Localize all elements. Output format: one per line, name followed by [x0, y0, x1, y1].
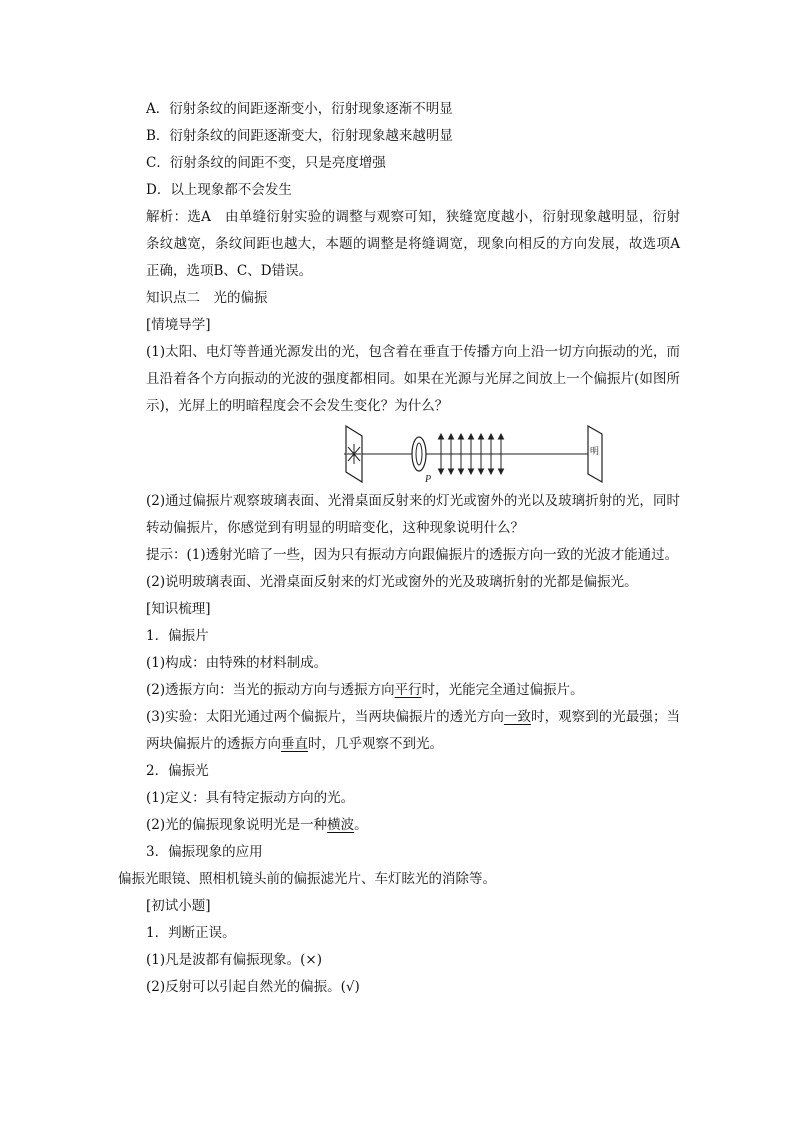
- quiz-question-2: (2)反射可以引起自然光的偏振。(√): [146, 979, 360, 995]
- section-title: 知识点二 光的偏振: [146, 290, 268, 306]
- knowledge-item-1-1: (1)构成：由特殊的材料制成。: [146, 655, 328, 671]
- item1-3-post: 时，几乎观察不到光。: [308, 736, 443, 752]
- option-c: C．衍射条纹的间距不变，只是亮度增强: [146, 155, 386, 171]
- knowledge-item-1-3: [118, 704, 680, 758]
- quiz-question-1: (1)凡是波都有偏振现象。(×): [146, 952, 322, 968]
- knowledge-item-3-text: 偏振光眼镜、照相机镜头前的偏振滤光片、车灯眩光的消除等。: [118, 871, 496, 887]
- item2-2-pre: (2)光的偏振现象说明光是一种: [146, 817, 328, 833]
- item1-2-underline: 平行: [394, 682, 422, 698]
- item1-3-pre: (3)实验：太阳光通过两个偏振片，当两块偏振片的透光方向: [146, 709, 504, 725]
- hint-1: 提示：(1)透射光暗了一些，因为只有振动方向跟偏振片的透振方向一致的光波才能通过。: [146, 547, 679, 563]
- item1-3-underline-2: 垂直: [281, 736, 308, 752]
- quiz-heading: [初试小题]: [146, 898, 211, 914]
- item2-2-post: 。: [354, 817, 368, 833]
- guide-question-1: (1)太阳、电灯等普通光源发出的光，包含着在垂直于传播方向上沿一切方向振动的光，而且沿着各个方向振动的光波的强度都相同。如果在光源与光屏之间放上一个偏振片(如图所示)，光屏上的明暗程度会不会发生变化？为什么？: [146, 344, 680, 414]
- polarizer-figure: [118, 420, 680, 488]
- option-d: D．以上现象都不会发生: [146, 182, 292, 198]
- guide-heading: [情境导学]: [146, 317, 211, 333]
- polarizer-diagram: [344, 424, 604, 484]
- option-b: B．衍射条纹的间距逐渐变大，衍射现象越来越明显: [146, 128, 453, 144]
- knowledge-item-1: 1．偏振片: [146, 628, 209, 644]
- knowledge-item-3: 3．偏振现象的应用: [146, 844, 263, 860]
- knowledge-item-2-1: (1)定义：具有特定振动方向的光。: [146, 790, 355, 806]
- item1-3-mid: 时，观察到的光最强；当两块偏振片的透振方向: [146, 709, 681, 752]
- knowledge-item-2: 2．偏振光: [146, 763, 209, 779]
- figure-label-screen: 明: [590, 447, 600, 457]
- knowledge-heading: [知识梳理]: [146, 601, 211, 617]
- quiz-item-1: 1．判断正误。: [146, 925, 236, 941]
- knowledge-item-2-2: [118, 812, 680, 839]
- polarizer-outer: [412, 437, 426, 471]
- analysis-paragraph: 解析：选A 由单缝衍射实验的调整与观察可知，狭缝宽度越小，衍射现象越明显，衍射条纹越宽，条纹间距也越大，本题的调整是将缝调宽，现象向相反的方向发展，故选项A正确，选项B、C、D错误。: [146, 209, 680, 279]
- page-content: [118, 96, 680, 1001]
- knowledge-item-1-2: [118, 677, 680, 704]
- item2-2-underline: 横波: [327, 817, 355, 833]
- item1-2-post: 时，光能完全通过偏振片。: [421, 682, 584, 698]
- item1-3-underline-1: 一致: [503, 709, 532, 725]
- item1-2-pre: (2)透振方向：当光的振动方向与透振方向: [146, 682, 395, 698]
- figure-label-p: P: [425, 474, 432, 484]
- option-a: A．衍射条纹的间距逐渐变小，衍射现象逐渐不明显: [146, 101, 453, 117]
- hint-2: (2)说明玻璃表面、光滑桌面反射来的灯光或窗外的光及玻璃折射的光都是偏振光。: [146, 574, 638, 590]
- guide-question-2: (2)通过偏振片观察玻璃表面、光滑桌面反射来的灯光或窗外的光以及玻璃折射的光，同时转动偏振片，你感觉到有明显的明暗变化，这种现象说明什么？: [146, 493, 680, 536]
